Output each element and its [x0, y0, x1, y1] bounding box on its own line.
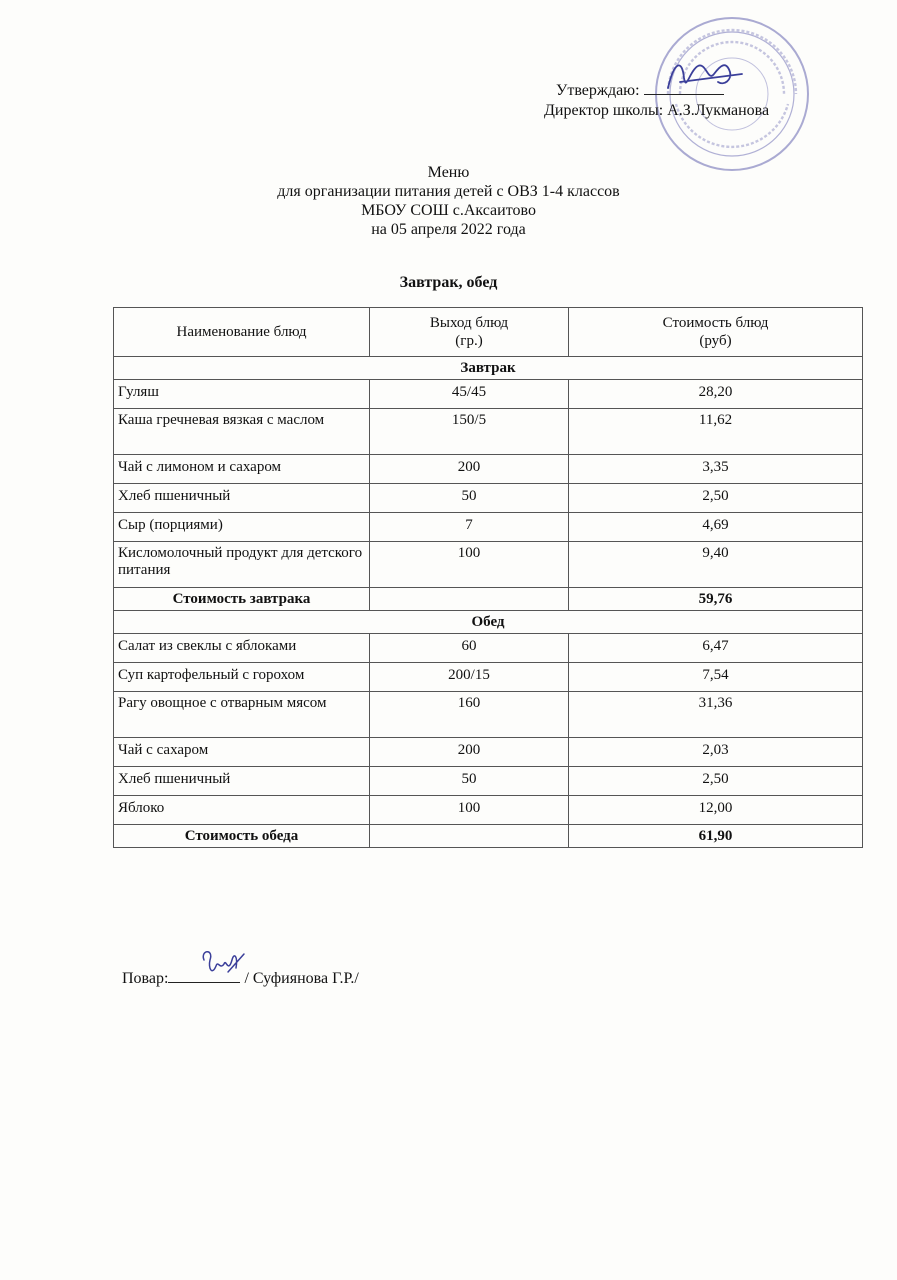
- title-line-2: для организации питания детей с ОВЗ 1-4 классов: [277, 183, 620, 200]
- dish-name: Гуляш: [114, 380, 370, 409]
- title-line-4: на 05 апреля 2022 года: [371, 221, 526, 238]
- dish-yield: 200: [370, 455, 569, 484]
- dish-yield: 100: [370, 796, 569, 825]
- approve-signature-line: [644, 80, 724, 95]
- total-row-lunch: [114, 825, 863, 848]
- dish-yield: 45/45: [370, 380, 569, 409]
- cook-signature-line: [168, 966, 240, 983]
- dish-yield: 100: [370, 542, 569, 588]
- table-header-row: [114, 308, 863, 357]
- title-line-1: Меню: [427, 164, 470, 181]
- total-label: Стоимость завтрака: [114, 588, 370, 611]
- total-label: Стоимость обеда: [114, 825, 370, 848]
- table-row: [114, 738, 863, 767]
- section-label: Завтрак: [114, 357, 863, 380]
- table-row: [114, 542, 863, 588]
- table-row: [114, 796, 863, 825]
- table-row: [114, 692, 863, 738]
- dish-name: Сыр (порциями): [114, 513, 370, 542]
- total-value: 61,90: [569, 825, 863, 848]
- table-row: [114, 513, 863, 542]
- dish-cost: 7,54: [569, 663, 863, 692]
- director-name: А.З.Лукманова: [667, 102, 770, 119]
- header-yield: [370, 308, 569, 357]
- dish-yield: 50: [370, 484, 569, 513]
- header-yield-line2: (гр.): [455, 333, 483, 349]
- header-cost-line2: (руб): [699, 333, 732, 349]
- section-row-breakfast: [114, 357, 863, 380]
- menu-table: [113, 307, 863, 848]
- dish-name: Суп картофельный с горохом: [114, 663, 370, 692]
- total-empty-cell: [370, 588, 569, 611]
- table-row: [114, 663, 863, 692]
- dish-name: Каша гречневая вязкая с маслом: [114, 409, 370, 455]
- dish-yield: 150/5: [370, 409, 569, 455]
- dish-name: Хлеб пшеничный: [114, 484, 370, 513]
- approval-block: [544, 80, 844, 121]
- dish-yield: 50: [370, 767, 569, 796]
- section-label: Обед: [114, 611, 863, 634]
- dish-cost: 4,69: [569, 513, 863, 542]
- dish-cost: 28,20: [569, 380, 863, 409]
- total-empty-cell: [370, 825, 569, 848]
- dish-name: Чай с лимоном и сахаром: [114, 455, 370, 484]
- approve-label: Утверждаю:: [556, 82, 640, 99]
- cook-label: Повар:: [122, 970, 169, 987]
- dish-yield: 200/15: [370, 663, 569, 692]
- table-row: [114, 767, 863, 796]
- table-row: [114, 409, 863, 455]
- dish-name: Салат из свеклы с яблоками: [114, 634, 370, 663]
- dish-name: Рагу овощное с отварным мясом: [114, 692, 370, 738]
- table-row: [114, 455, 863, 484]
- dish-name: Чай с сахаром: [114, 738, 370, 767]
- total-row-breakfast: [114, 588, 863, 611]
- meal-subtitle: Завтрак, обед: [399, 274, 498, 291]
- header-yield-line1: Выход блюд: [429, 315, 509, 331]
- dish-cost: 3,35: [569, 455, 863, 484]
- dish-name: Кисломолочный продукт для детского питания: [114, 542, 370, 588]
- dish-cost: 31,36: [569, 692, 863, 738]
- director-label: Директор школы:: [544, 102, 664, 119]
- total-value: 59,76: [569, 588, 863, 611]
- dish-name: Хлеб пшеничный: [114, 767, 370, 796]
- title-line-3: МБОУ СОШ с.Аксаитово: [361, 202, 536, 219]
- dish-cost: 11,62: [569, 409, 863, 455]
- dish-cost: 9,40: [569, 542, 863, 588]
- dish-cost: 12,00: [569, 796, 863, 825]
- header-cost: [569, 308, 863, 357]
- menu-title: [0, 163, 897, 239]
- header-name: Наименование блюд: [114, 308, 370, 357]
- dish-yield: 200: [370, 738, 569, 767]
- dish-yield: 60: [370, 634, 569, 663]
- dish-yield: 160: [370, 692, 569, 738]
- dish-cost: 6,47: [569, 634, 863, 663]
- cook-name: / Суфиянова Г.Р./: [244, 970, 359, 987]
- cook-line: [122, 966, 359, 988]
- section-row-lunch: [114, 611, 863, 634]
- table-row: [114, 634, 863, 663]
- dish-cost: 2,50: [569, 484, 863, 513]
- table-row: [114, 484, 863, 513]
- dish-cost: 2,50: [569, 767, 863, 796]
- dish-cost: 2,03: [569, 738, 863, 767]
- dish-name: Яблоко: [114, 796, 370, 825]
- dish-yield: 7: [370, 513, 569, 542]
- header-cost-line1: Стоимость блюд: [662, 315, 769, 331]
- table-row: [114, 380, 863, 409]
